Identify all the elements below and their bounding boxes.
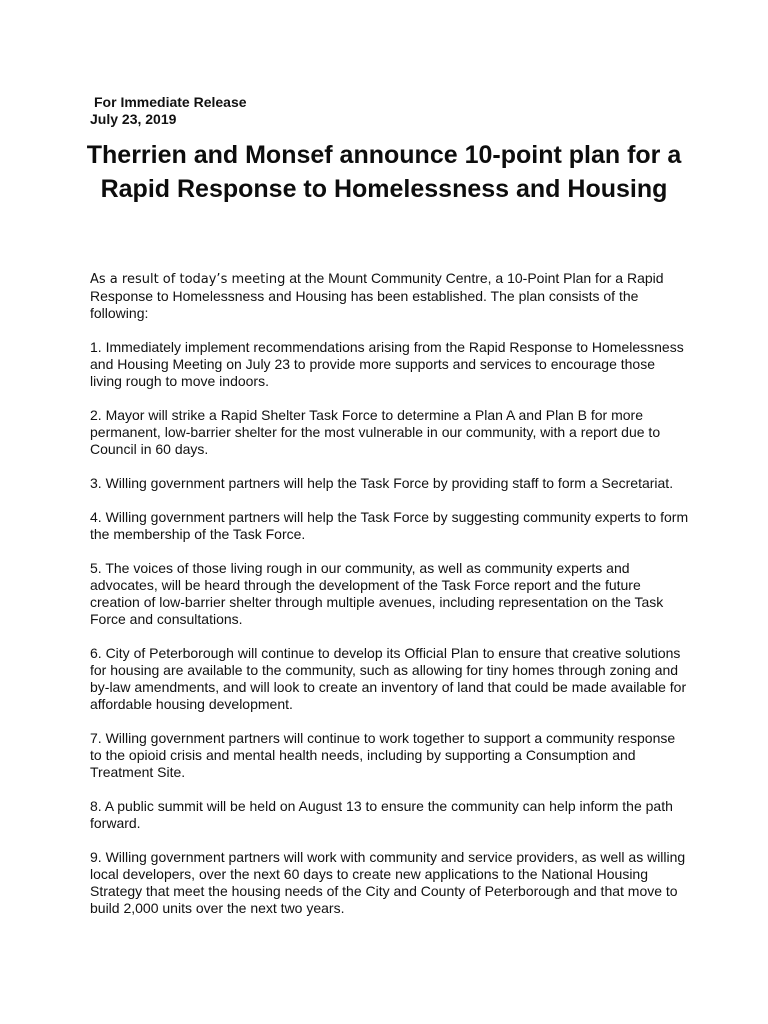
plan-point-7: 7. Willing government partners will continue to work together to support a community response to the opioid crisis and mental health needs, including by supporting a Consumption and Treatment Site.	[90, 730, 676, 780]
plan-point-2: 2. Mayor will strike a Rapid Shelter Task Force to determine a Plan A and Plan B for more permanent, low-barrier shelter for the most vulnerable in our community, with a report due to Council in 60 days.	[90, 407, 661, 457]
plan-point-4: 4. Willing government partners will help the Task Force by suggesting community experts to form the membership of the Task Force.	[90, 509, 689, 542]
plan-point-1: 1. Immediately implement recommendations arising from the Rapid Response to Homelessness and Housing Meeting on July 23 to provide more supports and services to encourage those living rough to move indoors.	[90, 339, 684, 389]
intro-paragraph	[90, 270, 690, 322]
intro-rest-text: at the Mount Community Centre, a 10-Point Plan for a Rapid Response to Homelessness and Housing has been established. The plan consists of the following:	[90, 270, 664, 321]
release-label: For Immediate Release	[94, 94, 247, 110]
plan-point-6: 6. City of Peterborough will continue to develop its Official Plan to ensure that creative solutions for housing are available to the community, such as allowing for tiny homes through zoning and by-law amendments, and will look to create an inventory of land that could be made available for affordable housing development.	[90, 645, 687, 712]
intro-lead-text: As a result of today’s meeting	[90, 272, 286, 287]
page-title: Therrien and Monsef announce 10-point plan for a Rapid Response to Homelessness and Housing	[86, 141, 682, 203]
plan-point-3: 3. Willing government partners will help the Task Force by providing staff to form a Secretariat.	[90, 475, 674, 491]
plan-point-9: 9. Willing government partners will work with community and service providers, as well as willing local developers, over the next 60 days to create new applications to the National Housing Strategy that meet the housing needs of the City and County of Peterborough and that move to build 2,000 units over the next two years.	[90, 849, 686, 916]
plan-point-8: 8. A public summit will be held on August 13 to ensure the community can help inform the path forward.	[90, 798, 673, 831]
plan-point-5: 5. The voices of those living rough in our community, as well as community experts and advocates, will be heard through the development of the Task Force report and the future creation of low-barrier shelter through multiple avenues, including representation on the Task Force and consultations.	[90, 560, 664, 627]
document-body	[90, 270, 690, 934]
release-date: July 23, 2019	[90, 111, 177, 127]
